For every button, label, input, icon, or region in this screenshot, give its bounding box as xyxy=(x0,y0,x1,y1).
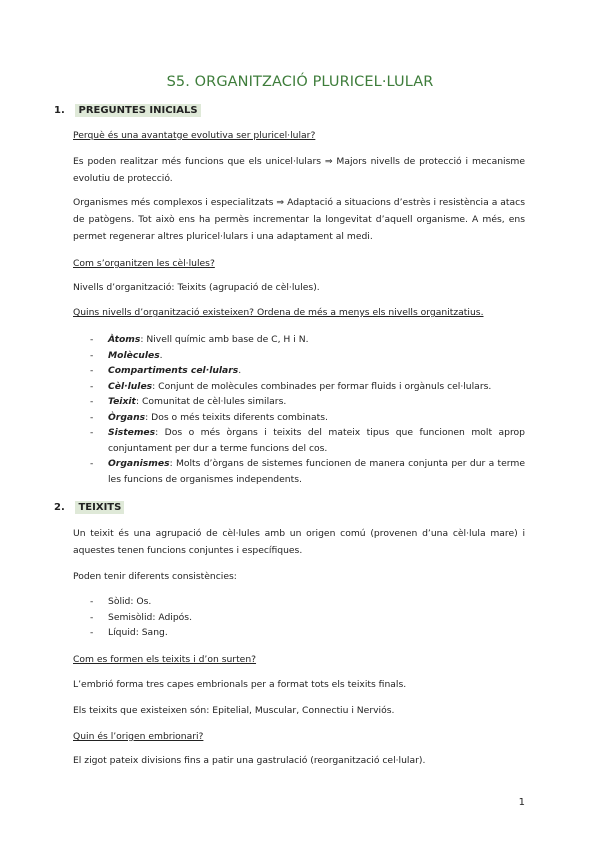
section-1-label: PREGUNTES INICIALS xyxy=(75,104,200,117)
question-existing-levels: Quins nivells d’organització existeixen? Ordena de més a menys els nivells organitzatius. xyxy=(73,307,484,318)
section-1-heading xyxy=(50,102,201,119)
paragraph-organization-levels: Nivells d’organització: Teixits (agrupació de cèl·lules). xyxy=(73,282,320,293)
list-item: - Compartiments cel·lulars. xyxy=(90,365,242,376)
levels-list xyxy=(73,332,525,487)
list-item: - Semisòlid: Adipós. xyxy=(90,611,193,623)
list-item: - Sistemes: Dos o més òrgans i teixits del mateix tipus que funcionen molt aprop conjuntament per dur a terme funcions del cos. xyxy=(90,427,525,454)
paragraph-tissue-types: Els teixits que existeixen són: Epitelial, Muscular, Connectiu i Nerviós. xyxy=(73,705,395,716)
section-2-heading xyxy=(50,499,124,516)
section-1-number: 1. xyxy=(54,105,65,116)
consistencies-list xyxy=(73,594,525,641)
list-item: - Àtoms: Nivell químic amb base de C, H i N. xyxy=(90,334,309,345)
question-cell-organization: Com s’organitzen les cèl·lules? xyxy=(73,258,215,269)
list-item: - Sòlid: Os. xyxy=(90,596,152,607)
list-item: - Líquid: Sang. xyxy=(90,627,168,638)
list-item: - Organismes: Molts d’òrgans de sistemes funcionen de manera conjunta per dur a terme les funcions de organismes independents. xyxy=(90,458,525,485)
question-tissue-formation: Com es formen els teixits i d’on surten? xyxy=(73,654,257,665)
section-2-number: 2. xyxy=(54,502,65,513)
list-item: - Molècules. xyxy=(90,349,163,361)
section-2-label: TEIXITS xyxy=(75,501,124,514)
list-item: - Òrgans: Dos o més teixits diferents combinats. xyxy=(90,411,328,423)
paragraph-zygote-gastrulation: El zigot pateix divisions fins a patir una gastrulació (reorganització cel·lular). xyxy=(73,755,426,766)
list-item: - Cèl·lules: Conjunt de molècules combinades per formar fluids i orgànuls cel·lulars. xyxy=(90,380,492,392)
question-embryonic-origin: Quin és l’origen embrionari? xyxy=(73,731,204,742)
page-number: 1 xyxy=(518,797,525,808)
paragraph-embryo-layers: L’embrió forma tres capes embrionals per a format tots els teixits finals. xyxy=(73,679,407,690)
paragraph-more-functions: Es poden realitzar més funcions que els unicel·lulars ⇒ Majors nivells de protecció i mecanisme evolutiu de protecció. xyxy=(73,156,525,184)
paragraph-complex-organisms: Organismes més complexos i especialitzats ⇒ Adaptació a situacions d’estrès i resistència a atacs de patògens. Tot això ens ha permès incrementar la longevitat d’aquell organisme. A més, ens permet regenerar altres pluricel·lulars i una adaptament al medi. xyxy=(73,197,525,242)
question-evolutionary-advantage: Perquè és una avantatge evolutiva ser pluricel·lular? xyxy=(73,130,316,141)
paragraph-consistencies: Poden tenir diferents consistències: xyxy=(73,571,237,582)
page-title: S5. ORGANITZACIÓ PLURICEL·LULAR xyxy=(166,74,434,90)
list-item: - Teixit: Comunitat de cèl·lules similars. xyxy=(90,396,287,407)
paragraph-tissue-definition: Un teixit és una agrupació de cèl·lules amb un origen comú (provenen d’una cèl·lula mare) i aquestes tenen funcions conjuntes i específiques. xyxy=(73,528,525,556)
